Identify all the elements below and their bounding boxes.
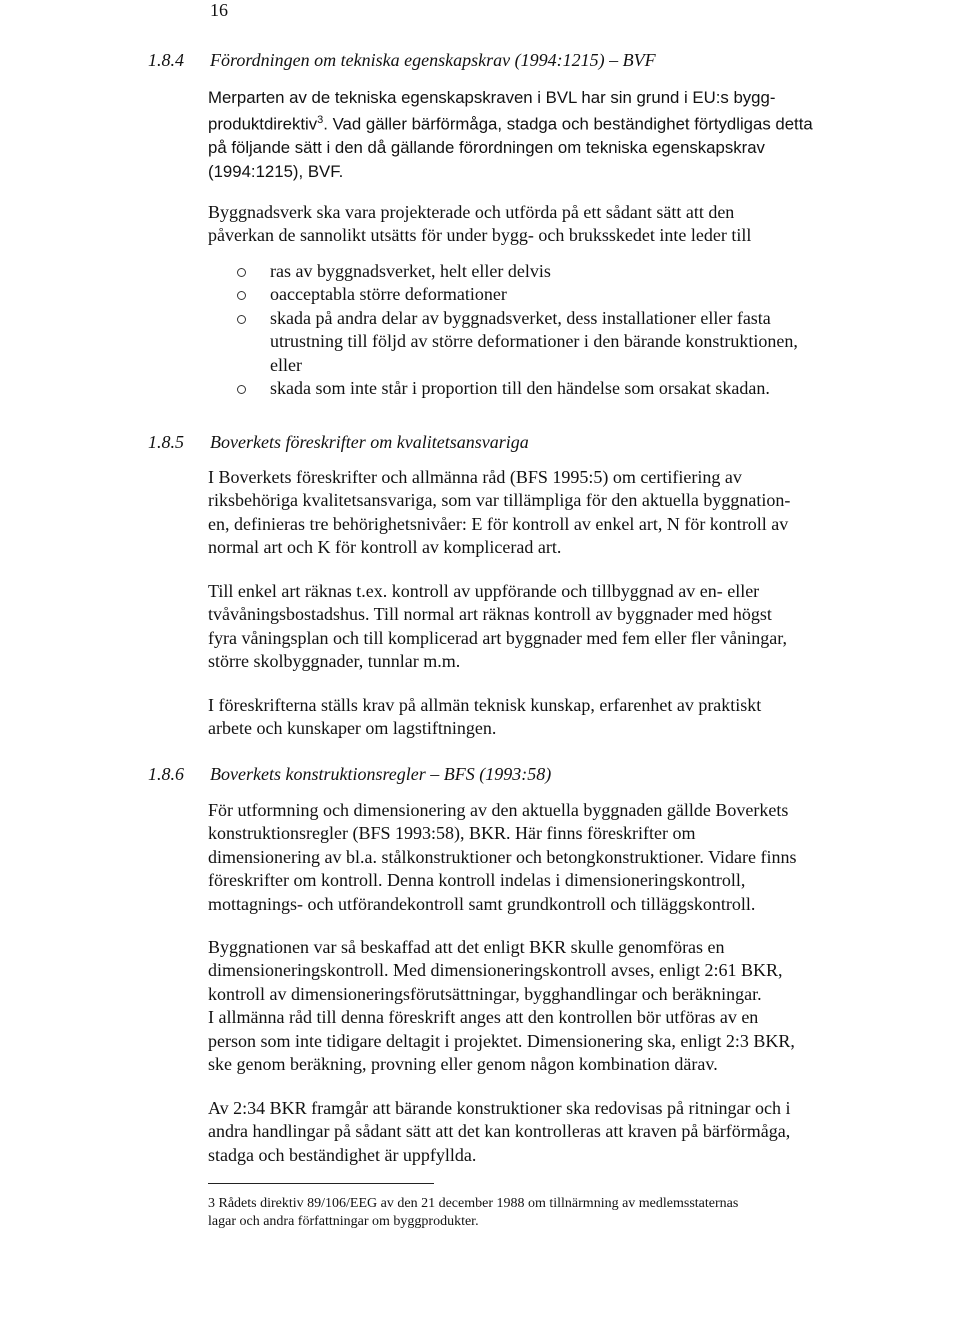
footnote-ref: 3	[317, 114, 324, 127]
text-line: I föreskrifterna ställs krav på allmän teknisk kunskap, erfarenhet av praktiskt	[208, 695, 762, 715]
text-fragment: . Vad gäller bärförmåga, stadga och beständighet förtydligas detta	[323, 115, 813, 134]
text-line: För utformning och dimensionering av den aktuella byggnaden gällde Boverkets	[208, 800, 789, 820]
text-line: stadga och beständighet är uppfyllda.	[208, 1144, 477, 1165]
page-number: 16	[210, 0, 228, 20]
section-number-1-8-5: 1.8.5	[148, 432, 184, 452]
list-item	[237, 307, 877, 377]
text-line: Byggnadsverk ska vara projekterade och utförda på ett sådant sätt att den	[208, 202, 735, 222]
text-line: större skolbyggnader, tunnlar m.m.	[208, 651, 461, 672]
text-line: utrustning till följd av större deformationer i den bärande konstruktionen,	[270, 331, 798, 352]
text-line: skada på andra delar av byggnadsverket, dess installationer eller fasta	[270, 307, 771, 328]
text-line: kontroll av dimensioneringsförutsättningar, bygghandlingar och beräkningar.	[208, 983, 762, 1004]
text-line: föreskrifter om kontroll. Denna kontroll indelas i dimensioneringskontroll,	[208, 870, 746, 891]
text-line: på följande sätt i den då gällande förordningen om tekniska egenskapskrav	[208, 138, 765, 158]
text-line: Till enkel art räknas t.ex. kontroll av uppförande och tillbyggnad av en- eller	[208, 581, 760, 601]
text-line	[208, 1195, 868, 1213]
text-line: konstruktionsregler (BFS 1993:58), BKR. Här finns föreskrifter om	[208, 823, 696, 844]
text-line	[208, 109, 868, 136]
requirement-bullet-list	[237, 260, 877, 400]
text-line: riksbehöriga kvalitetsansvariga, som var tillämpliga för den aktuella byggnation-	[208, 490, 791, 511]
text-line: (1994:1215), BVF.	[208, 161, 344, 181]
text-line: andra handlingar på sådant sätt att det kan kontrolleras att kraven på bärförmåga,	[208, 1121, 791, 1142]
text-line: skada som inte står i proportion till den händelse som orsakat skadan.	[270, 378, 770, 399]
section-number-1-8-6: 1.8.6	[148, 764, 184, 784]
text-line: person som inte tidigare deltagit i projektet. Dimensionering ska, enligt 2:3 BKR,	[208, 1030, 795, 1051]
text-line: ske genom beräkning, provning eller genom någon kombination därav.	[208, 1054, 718, 1075]
text-line: Merparten av de tekniska egenskapskraven i BVL har sin grund i EU:s bygg-	[208, 88, 776, 107]
list-item	[237, 377, 877, 400]
text-line: normal art och K för kontroll av komplicerad art.	[208, 537, 562, 558]
text-line: en, definieras tre behörighetsnivåer: E för kontroll av enkel art, N för kontroll av	[208, 513, 789, 534]
list-item	[237, 260, 877, 283]
paragraph-art-examples	[208, 580, 868, 674]
paragraph-dimensioneringskontroll	[208, 936, 868, 1076]
section-title-1-8-6: Boverkets konstruktionsregler – BFS (1993:58)	[210, 764, 552, 784]
text-line: ras av byggnadsverket, helt eller delvis	[270, 261, 551, 281]
text-line: I allmänna råd till denna föreskrift anges att den kontrollen bör utföras av en	[208, 1007, 759, 1028]
footnote-mark: 3	[208, 1196, 215, 1211]
bullet-icon	[237, 291, 246, 300]
footnote-divider	[208, 1183, 434, 1184]
text-line: mottagnings- och utförandekontroll samt grundkontroll och tilläggskontroll.	[208, 893, 756, 914]
text-line: tvåvåningsbostadshus. Till normal art räknas kontroll av byggnader med högst	[208, 604, 772, 625]
text-line: eller	[270, 354, 302, 375]
text-line: dimensionering av bl.a. stålkonstruktioner och betongkonstruktioner. Vidare finns	[208, 846, 797, 867]
text-line: oacceptabla större deformationer	[270, 284, 507, 305]
paragraph-bkr-intro	[208, 799, 868, 916]
text-line: dimensioneringskontroll. Med dimensioneringskontroll avses, enligt 2:61 BKR,	[208, 960, 783, 981]
list-item	[237, 283, 877, 306]
text-fragment: produktdirektiv	[208, 115, 318, 134]
bullet-icon	[237, 315, 246, 324]
section-title-1-8-5: Boverkets föreskrifter om kvalitetsansvariga	[210, 432, 529, 452]
text-fragment: Rådets direktiv 89/106/EEG av den 21 december 1988 om tillnärmning av medlemsstaternas	[215, 1196, 739, 1211]
paragraph-kunskapskrav	[208, 694, 868, 741]
section-number-1-8-4: 1.8.4	[148, 50, 184, 70]
quoted-requirement	[208, 201, 868, 248]
paragraph-behorighetsnivaer	[208, 466, 868, 560]
paragraph-redovisning	[208, 1097, 868, 1167]
footnote	[208, 1195, 868, 1230]
bullet-icon	[237, 268, 246, 277]
text-line: I Boverkets föreskrifter och allmänna råd (BFS 1995:5) om certifiering av	[208, 467, 742, 487]
bullet-icon	[237, 385, 246, 394]
text-line: påverkan de sannolikt utsätts för under bygg- och bruksskedet inte leder till	[208, 225, 752, 246]
paragraph-bvl-intro	[208, 86, 868, 183]
text-line: Av 2:34 BKR framgår att bärande konstruktioner ska redovisas på ritningar och i	[208, 1098, 791, 1118]
section-title-1-8-4: Förordningen om tekniska egenskapskrav (1994:1215) – BVF	[210, 50, 656, 70]
text-line: lagar och andra författningar om byggprodukter.	[208, 1213, 479, 1229]
text-line: arbete och kunskaper om lagstiftningen.	[208, 718, 497, 739]
text-line: Byggnationen var så beskaffad att det enligt BKR skulle genomföras en	[208, 937, 725, 957]
text-line: fyra våningsplan och till komplicerad art byggnader med fem eller fler våningar,	[208, 627, 788, 648]
